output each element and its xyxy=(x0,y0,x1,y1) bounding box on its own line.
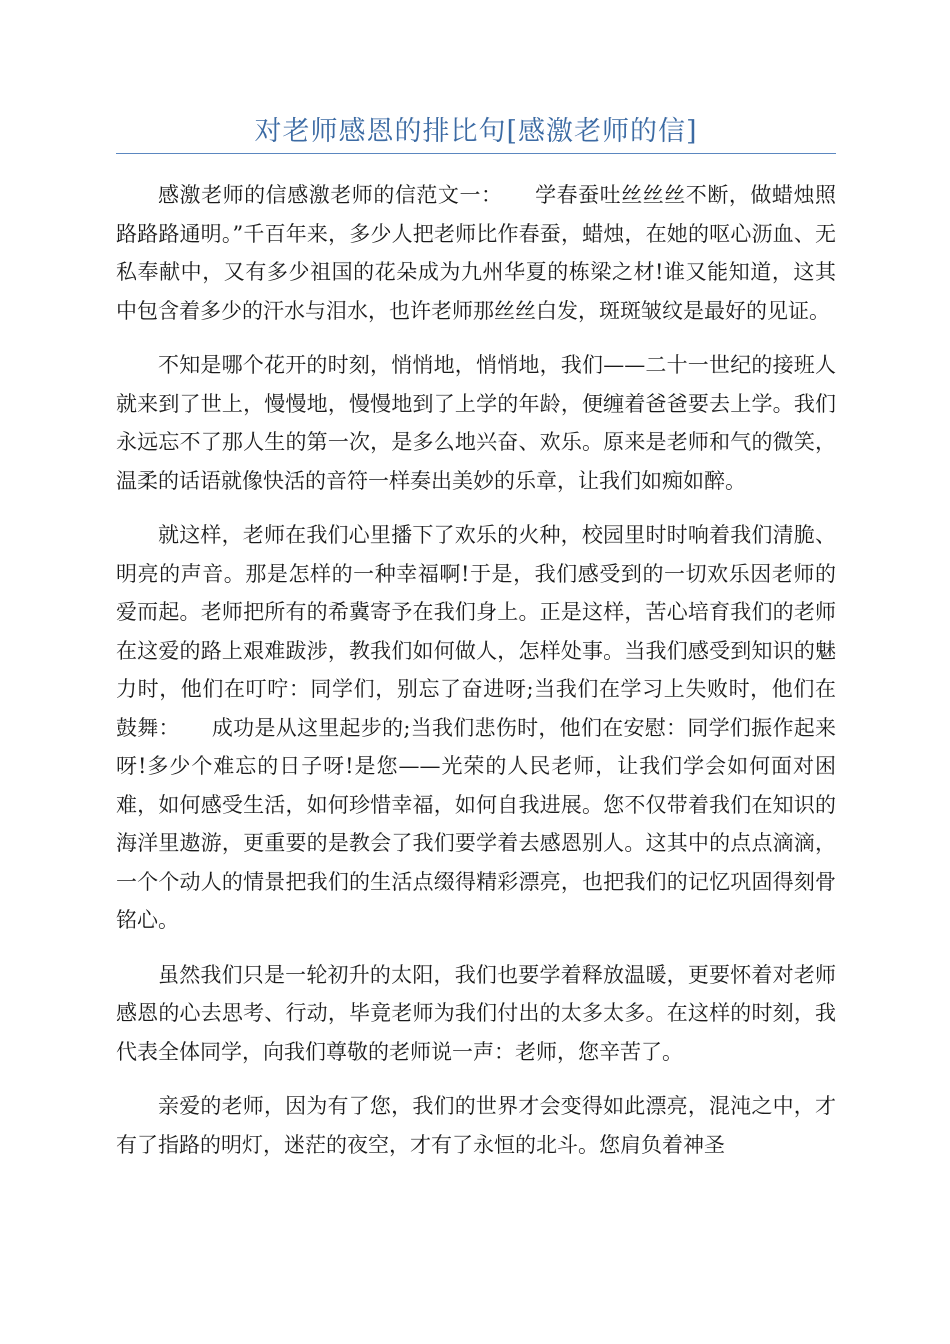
paragraph: 就这样，老师在我们心里播下了欢乐的火种，校园里时时响着我们清脆、明亮的声音。那是怎样的一种幸福啊!于是，我们感受到的一切欢乐因老师的爱而起。老师把所有的希冀寄予在我们身上。正是这样，苦心培育我们的老师在这爱的路上艰难跋涉，教我们如何做人，怎样处事。当我们感受到知识的魅力时，他们在叮咛：同学们，别忘了奋进呀;当我们在学习上失败时，他们在鼓舞： 成功是从这里起步的;当我们悲伤时，他们在安慰：同学们振作起来呀!多少个难忘的日子呀!是您——光荣的人民老师，让我们学会如何面对困难，如何感受生活，如何珍惜幸福，如何自我进展。您不仅带着我们在知识的海洋里遨游，更重要的是教会了我们要学着去感恩别人。这其中的点点滴滴，一个个动人的情景把我们的生活点缀得精彩漂亮，也把我们的记忆巩固得刻骨铭心。 xyxy=(116,523,836,932)
document-body xyxy=(116,176,836,1180)
document-title: 对老师感恩的排比句[感激老师的信] xyxy=(254,116,698,147)
paragraph: 亲爱的老师，因为有了您，我们的世界才会变得如此漂亮，混沌之中，才有了指路的明灯，迷茫的夜空，才有了永恒的北斗。您肩负着神圣 xyxy=(116,1094,836,1157)
paragraph: 感激老师的信感激老师的信范文一： 学春蚕吐丝丝丝不断，做蜡烛照路路路通明。”千百年来，多少人把老师比作春蚕，蜡烛，在她的呕心沥血、无私奉献中，又有多少祖国的花朵成为九州华夏的栋梁之材!谁又能知道，这其中包含着多少的汗水与泪水，也许老师那丝丝白发，斑斑皱纹是最好的见证。 xyxy=(116,183,836,323)
title-underline xyxy=(116,153,836,154)
paragraph: 不知是哪个花开的时刻，悄悄地，悄悄地，我们——二十一世纪的接班人就来到了世上，慢慢地，慢慢地到了上学的年龄，便缠着爸爸要去上学。我们永远忘不了那人生的第一次，是多么地兴奋、欢乐。原来是老师和气的微笑，温柔的话语就像快活的音符一样奏出美妙的乐章，让我们如痴如醉。 xyxy=(116,353,836,493)
paragraph: 虽然我们只是一轮初升的太阳，我们也要学着释放温暖，更要怀着对老师感恩的心去思考、行动，毕竟老师为我们付出的太多太多。在这样的时刻，我代表全体同学，向我们尊敬的老师说一声：老师，您辛苦了。 xyxy=(116,962,836,1064)
